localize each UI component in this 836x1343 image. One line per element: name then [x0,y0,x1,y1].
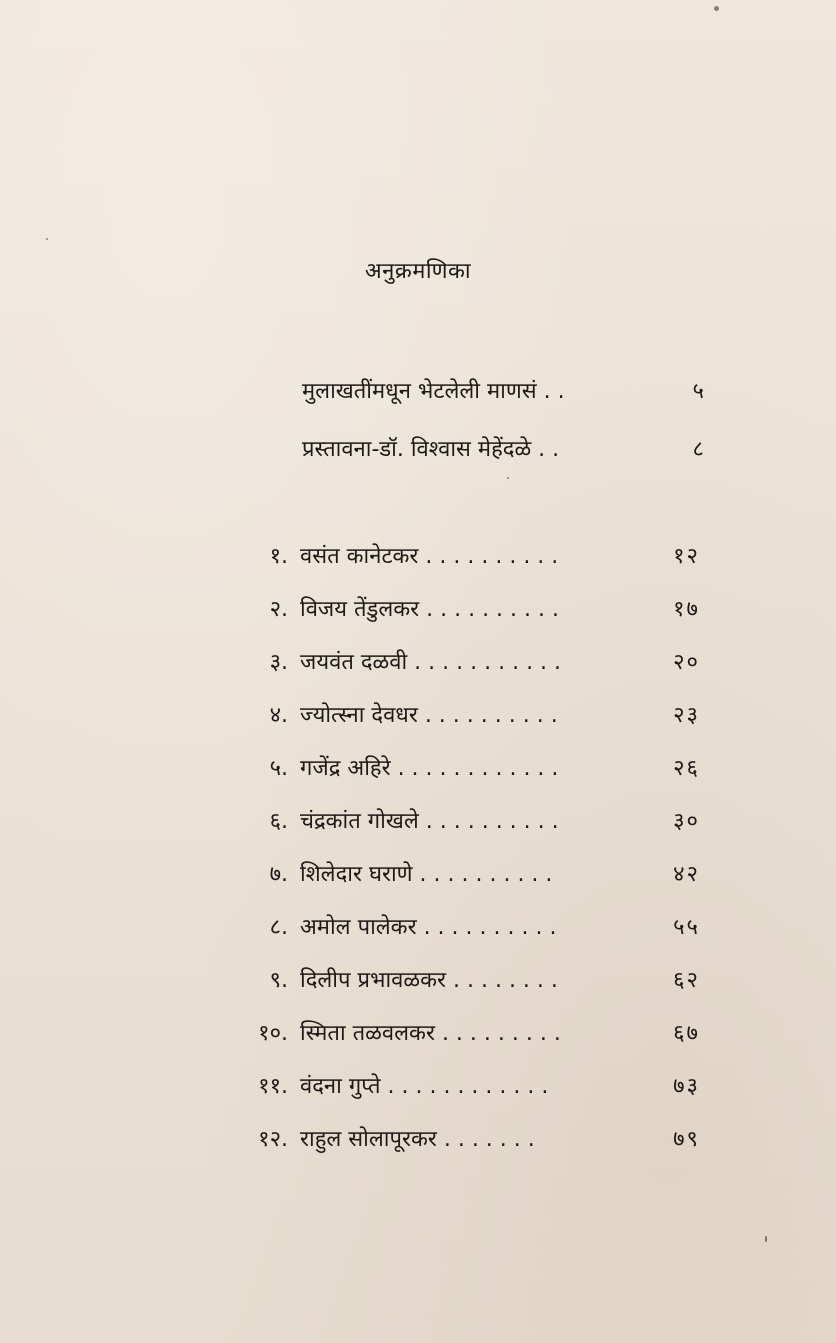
toc-entry-number: १२. [258,1127,288,1152]
intro-entry-label: मुलाखतींमधून भेटलेली माणसं . . [302,379,565,404]
toc-entry-number: ५. [269,756,288,781]
toc-entry [0,1120,836,1160]
toc-entry-title: वसंत कानेटकर . . . . . . . . . . [300,544,559,569]
intro-entry-label: प्रस्तावना-डॉ. विश्वास मेहेंदळे . . [302,437,560,462]
toc-entry-title: दिलीप प्रभावळकर . . . . . . . . [300,968,558,993]
toc-entry [0,696,836,736]
toc-entry-page: ५५ [673,915,700,940]
toc-entry-number: ९. [269,968,288,993]
toc-entry [0,961,836,1001]
toc-entry-number: ८. [269,915,288,940]
intro-entry-page: ५ [692,379,704,404]
toc-entry-title: गजेंद्र अहिरे . . . . . . . . . . . . [300,756,559,781]
intro-entry [0,430,836,470]
toc-entry [0,855,836,895]
toc-entry-title: स्मिता तळवलकर . . . . . . . . . [300,1021,561,1046]
paper-speck [507,477,509,479]
toc-entry [0,802,836,842]
paper-speck [46,238,48,240]
toc-entry [0,590,836,630]
paper-speck [714,6,719,11]
toc-entry-page: ६७ [673,1021,700,1046]
toc-entry-title: अमोल पालेकर . . . . . . . . . . [300,915,557,940]
toc-entry-number: ११. [258,1074,288,1099]
toc-entry [0,908,836,948]
toc-entry [0,643,836,683]
toc-entry-number: ३. [269,650,288,675]
toc-entry [0,537,836,577]
toc-entry-number: ७. [269,862,288,887]
toc-entry-page: २३ [673,703,700,728]
toc-entry-page: १२ [673,544,700,569]
toc-entry-page: १७ [673,597,700,622]
toc-entry-title: ज्योत्स्ना देवधर . . . . . . . . . . [300,703,558,728]
toc-entry-title: राहुल सोलापूरकर . . . . . . . [300,1127,535,1152]
toc-entry-page: ७३ [673,1074,700,1099]
toc-entry-number: २. [269,597,288,622]
toc-entry-page: ७९ [673,1127,700,1152]
toc-entry-number: ४. [269,703,288,728]
toc-entry-number: १०. [258,1021,288,1046]
toc-entry-title: वंदना गुप्ते . . . . . . . . . . . . [300,1074,549,1099]
toc-entry-page: ६२ [673,968,700,993]
toc-entry-page: ३० [673,809,700,834]
toc-entry-number: ६. [269,809,288,834]
toc-entry [0,1067,836,1107]
toc-entry-title: चंद्रकांत गोखले . . . . . . . . . . [300,809,559,834]
toc-entry-title: विजय तेंडुलकर . . . . . . . . . . [300,597,559,622]
toc-entry-page: २६ [673,756,700,781]
toc-entry [0,749,836,789]
intro-entry [0,372,836,412]
paper-speck [765,1236,767,1242]
page-title: अनुक्रमणिका [364,259,472,284]
intro-entry-page: ८ [692,437,704,462]
toc-entry-title: शिलेदार घराणे . . . . . . . . . . [300,862,553,887]
toc-entry-page: ४२ [673,862,700,887]
toc-entry [0,1014,836,1054]
toc-entry-title: जयवंत दळवी . . . . . . . . . . . [300,650,562,675]
toc-entry-page: २० [673,650,700,675]
toc-entry-number: १. [269,544,288,569]
